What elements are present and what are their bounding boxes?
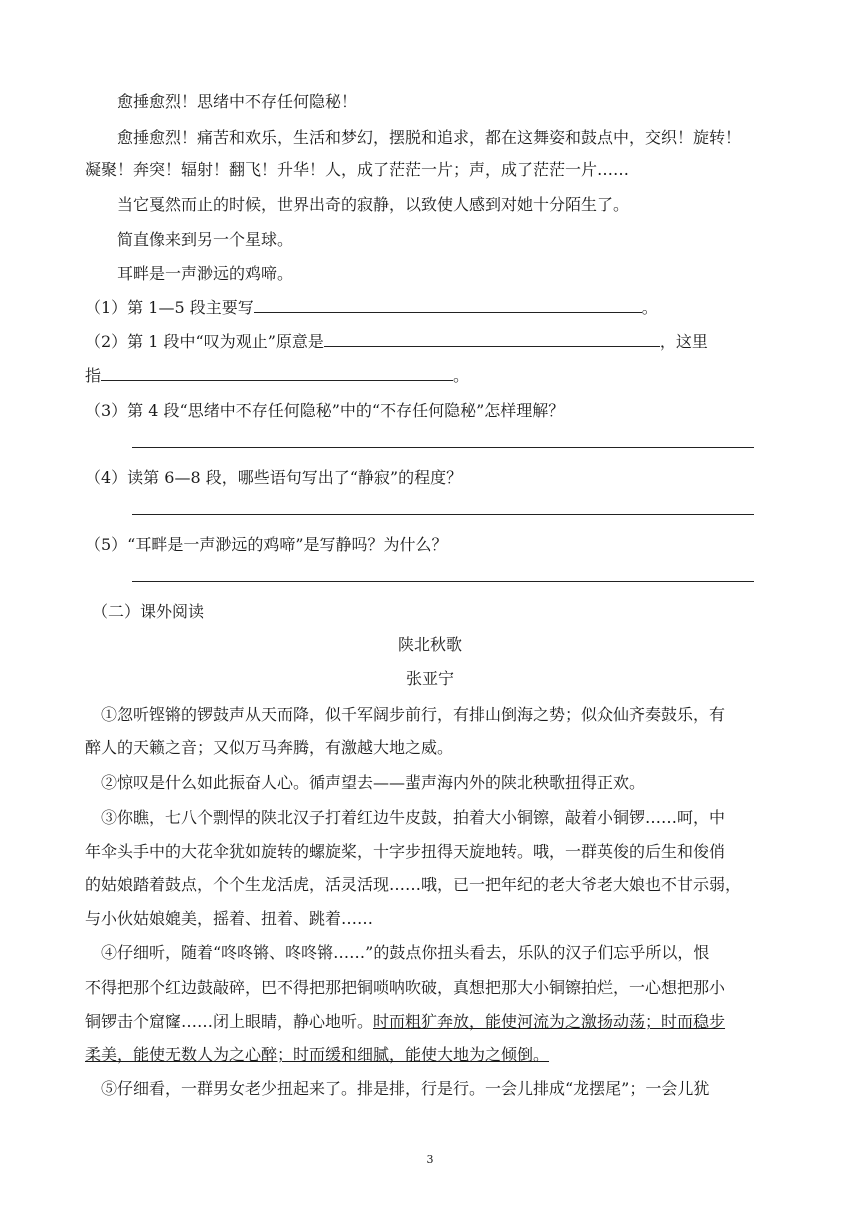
article-title: 陕北秋歌 xyxy=(397,635,462,654)
paragraph: 醉人的天籁之音；又似万马奔腾，有激越大地之威。 xyxy=(85,738,454,757)
question-text: ，这里 xyxy=(659,332,708,351)
page-number: 3 xyxy=(426,1153,434,1166)
paragraph-text: 铜锣击个窟窿……闭上眼睛，静心地听。 xyxy=(85,1012,374,1031)
answer-blank[interactable] xyxy=(254,298,642,313)
paragraph: 愈捶愈烈！痛苦和欢乐，生活和梦幻，摆脱和追求，都在这舞姿和鼓点中，交织！旋转！ xyxy=(117,128,742,147)
question-text: （1）第 1—5 段主要写 xyxy=(85,298,254,317)
paragraph: ①忽听铿锵的锣鼓声从天而降，似千军阔步前行，有排山倒海之势；似众仙齐奏鼓乐，有 xyxy=(101,705,726,724)
article-author: 张亚宁 xyxy=(405,669,454,688)
paragraph: ③你瞧，七八个剽悍的陕北汉子打着红边牛皮鼓，拍着大小铜镲，敲着小铜锣……呵，中 xyxy=(101,808,726,827)
paragraph: 凝聚！奔突！辐射！翻飞！升华！人，成了茫茫一片；声，成了茫茫一片…… xyxy=(85,160,630,179)
question-text: 指 xyxy=(85,366,102,385)
underlined-sentence: 柔美，能使无数人为之心醉；时而缓和细腻，能使大地为之倾倒。 xyxy=(85,1045,550,1064)
paragraph: ②惊叹是什么如此振奋人心。循声望去——蜚声海内外的陕北秧歌扭得正欢。 xyxy=(101,773,646,792)
paragraph: 与小伙姑娘媲美，摇着、扭着、跳着…… xyxy=(85,909,374,928)
section-heading: （二）课外阅读 xyxy=(92,602,205,621)
question-text: 。 xyxy=(453,366,470,385)
answer-blank[interactable] xyxy=(324,332,660,347)
paragraph: 简直像来到另一个星球。 xyxy=(117,230,294,249)
question-2-cont xyxy=(85,364,469,388)
paragraph: 不得把那个红边鼓敲碎，巴不得把那把铜唢呐吹破，真想把那大小铜镲拍烂，一心想把那小 xyxy=(85,978,726,997)
answer-line[interactable] xyxy=(132,581,754,582)
question-2 xyxy=(85,330,708,354)
paragraph: 年伞头手中的大花伞犹如旋转的螺旋桨，十字步扭得天旋地转。哦，一群英俊的后生和俊俏 xyxy=(85,842,726,861)
question-text: 。 xyxy=(641,298,658,317)
question-4: （4）读第 6—8 段，哪些语句写出了“静寂”的程度？ xyxy=(85,468,463,487)
question-1 xyxy=(85,296,658,320)
paragraph: 的姑娘踏着鼓点，个个生龙活虎，活灵活现……哦，已一把年纪的老大爷老大娘也不甘示弱， xyxy=(85,875,742,894)
paragraph: ⑤仔细看，一群男女老少扭起来了。排是排，行是行。一会儿排成“龙摆尾”；一会儿犹 xyxy=(101,1079,710,1098)
underlined-sentence: 时而粗犷奔放，能使河流为之激扬动荡；时而稳步 xyxy=(373,1012,726,1031)
question-5: （5）“耳畔是一声渺远的鸡啼”是写静吗？为什么？ xyxy=(85,535,448,554)
paragraph: 耳畔是一声渺远的鸡啼。 xyxy=(117,264,294,283)
answer-line[interactable] xyxy=(132,447,754,448)
question-3: （3）第 4 段“思绪中不存任何隐秘”中的“不存任何隐秘”怎样理解？ xyxy=(85,401,565,420)
paragraph: 愈捶愈烈！思绪中不存任何隐秘！ xyxy=(117,92,358,111)
answer-blank[interactable] xyxy=(101,366,453,381)
paragraph xyxy=(85,1010,725,1034)
paragraph: 当它戛然而止的时候，世界出奇的寂静，以致使人感到对她十分陌生了。 xyxy=(117,195,630,214)
question-text: （2）第 1 段中“叹为观止”原意是 xyxy=(85,332,324,351)
answer-line[interactable] xyxy=(132,514,754,515)
paragraph: ④仔细听，随着“咚咚锵、咚咚锵……”的鼓点你扭头看去，乐队的汉子们忘乎所以，恨 xyxy=(101,943,710,962)
